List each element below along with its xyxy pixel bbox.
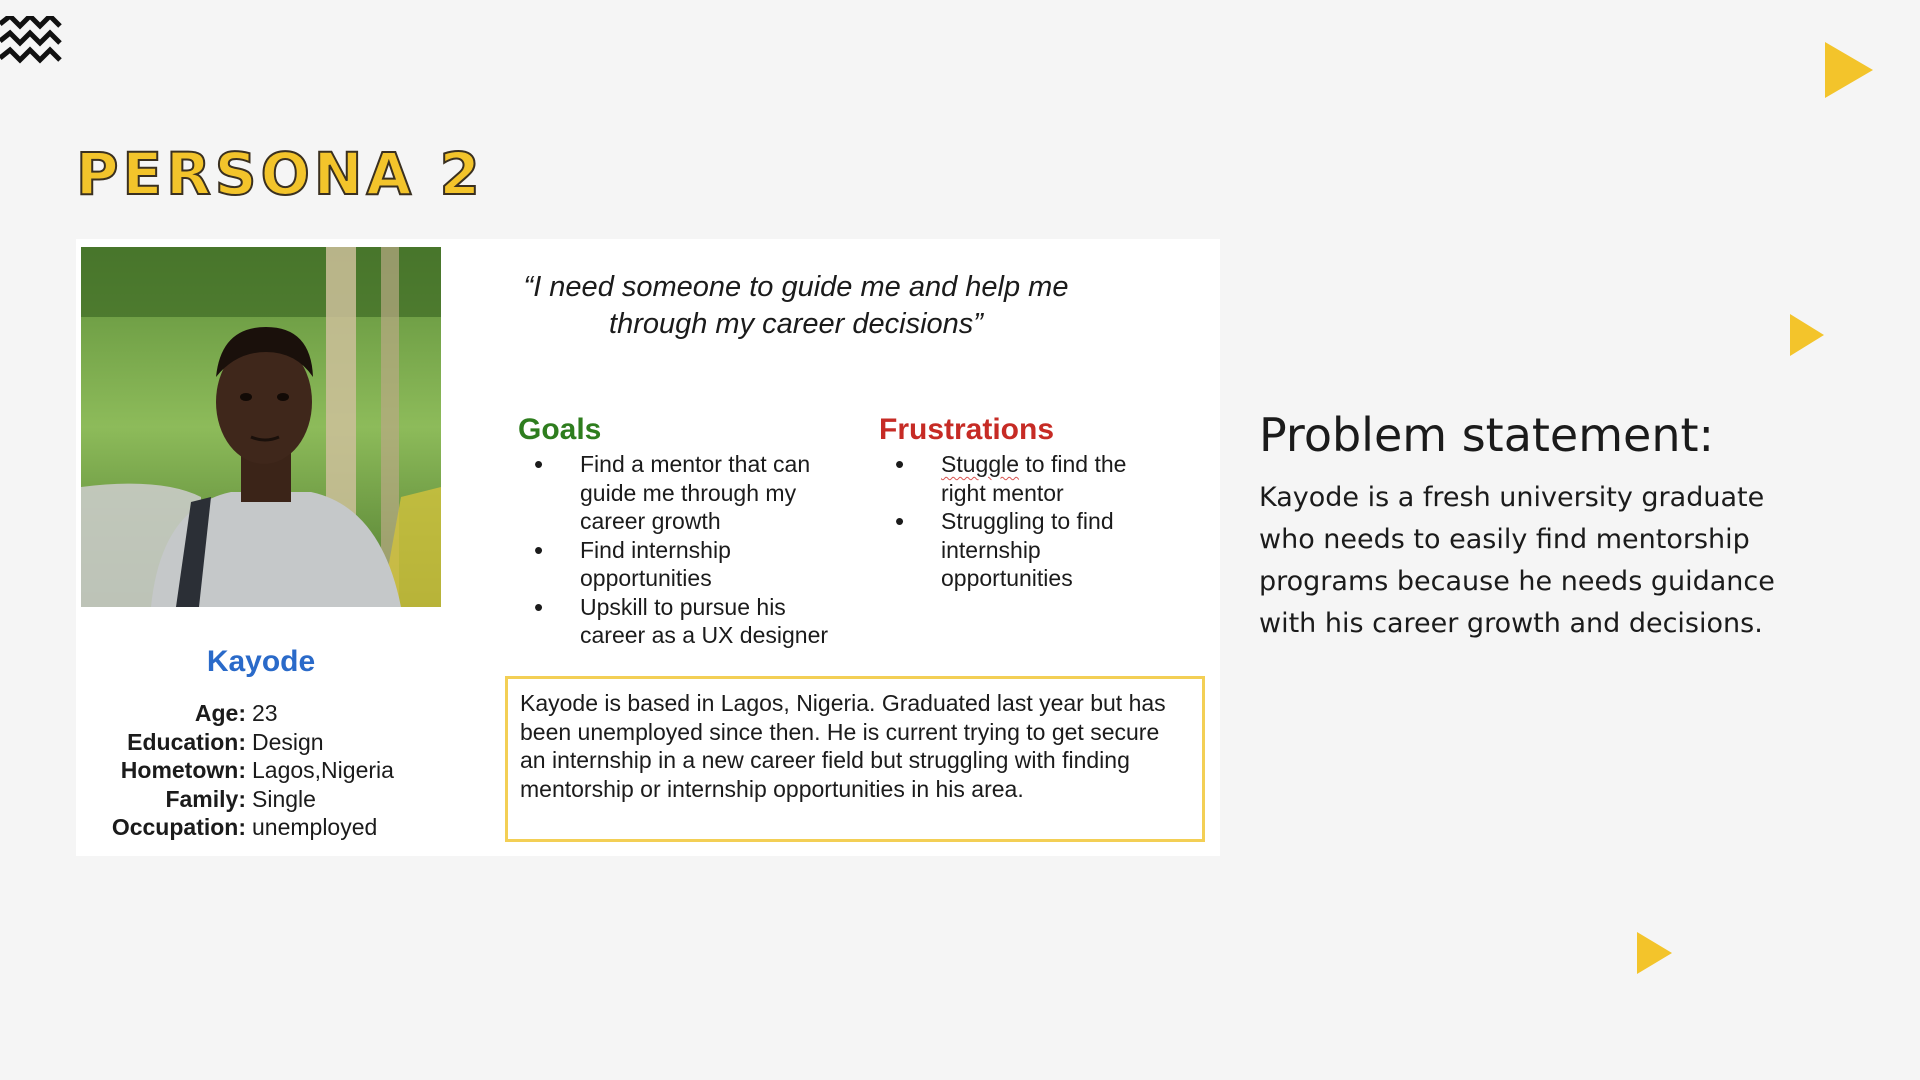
detail-value: unemployed bbox=[252, 814, 378, 840]
play-triangle-icon bbox=[1637, 932, 1672, 974]
detail-row-occupation bbox=[76, 813, 446, 842]
persona-name: Kayode bbox=[206, 645, 316, 678]
detail-label: Age: bbox=[194, 700, 246, 726]
detail-label: Hometown: bbox=[120, 757, 246, 783]
detail-label: Family: bbox=[165, 785, 246, 812]
goal-item: • Find internship opportunities bbox=[534, 536, 834, 593]
detail-row-family bbox=[76, 785, 446, 814]
persona-bio: Kayode is based in Lagos, Nigeria. Graduated last year but has been unemployed since then. He is current trying to get secure an internship in a new career field but struggling with finding mentorship or internship opportunities in his area. bbox=[505, 676, 1205, 842]
problem-statement-title: Problem statement: bbox=[1259, 408, 1715, 462]
detail-label: Education: bbox=[127, 728, 246, 755]
detail-value: Lagos,Nigeria bbox=[252, 757, 394, 783]
goal-item: • Find a mentor that can guide me through my career growth bbox=[534, 450, 834, 536]
detail-value: Single bbox=[252, 785, 316, 812]
portrait-photo bbox=[81, 247, 441, 607]
misspelled-word: Stuggle bbox=[941, 451, 1020, 477]
detail-row-education bbox=[76, 728, 446, 757]
detail-label: Occupation: bbox=[111, 814, 246, 840]
problem-statement-text: Kayode is a fresh university graduate who needs to easily find mentorship programs because he needs guidance with his career growth and decisions. bbox=[1259, 482, 1775, 639]
page-title: PERSONA 2 bbox=[76, 140, 484, 208]
wave-menu-icon bbox=[0, 16, 62, 70]
frustration-item: • Struggling to find internship opportunities bbox=[895, 507, 1155, 593]
play-triangle-icon bbox=[1790, 314, 1824, 356]
persona-card bbox=[76, 239, 1220, 856]
detail-row-age bbox=[76, 699, 446, 728]
detail-row-hometown bbox=[76, 756, 446, 785]
frustrations-heading: Frustrations bbox=[879, 413, 1055, 446]
detail-value: 23 bbox=[252, 700, 278, 726]
frustration-text: to find the right mentor bbox=[941, 451, 1127, 506]
detail-value: Design bbox=[252, 728, 324, 755]
goals-heading: Goals bbox=[518, 413, 602, 446]
persona-quote: “I need someone to guide me and help me through my career decisions” bbox=[523, 271, 1069, 340]
frustration-item bbox=[895, 450, 1155, 507]
persona-details bbox=[76, 699, 446, 842]
frustrations-list bbox=[895, 450, 1155, 593]
play-triangle-icon bbox=[1825, 42, 1873, 98]
goals-list bbox=[534, 450, 834, 650]
goal-item: • Upskill to pursue his career as a UX designer bbox=[534, 593, 834, 650]
